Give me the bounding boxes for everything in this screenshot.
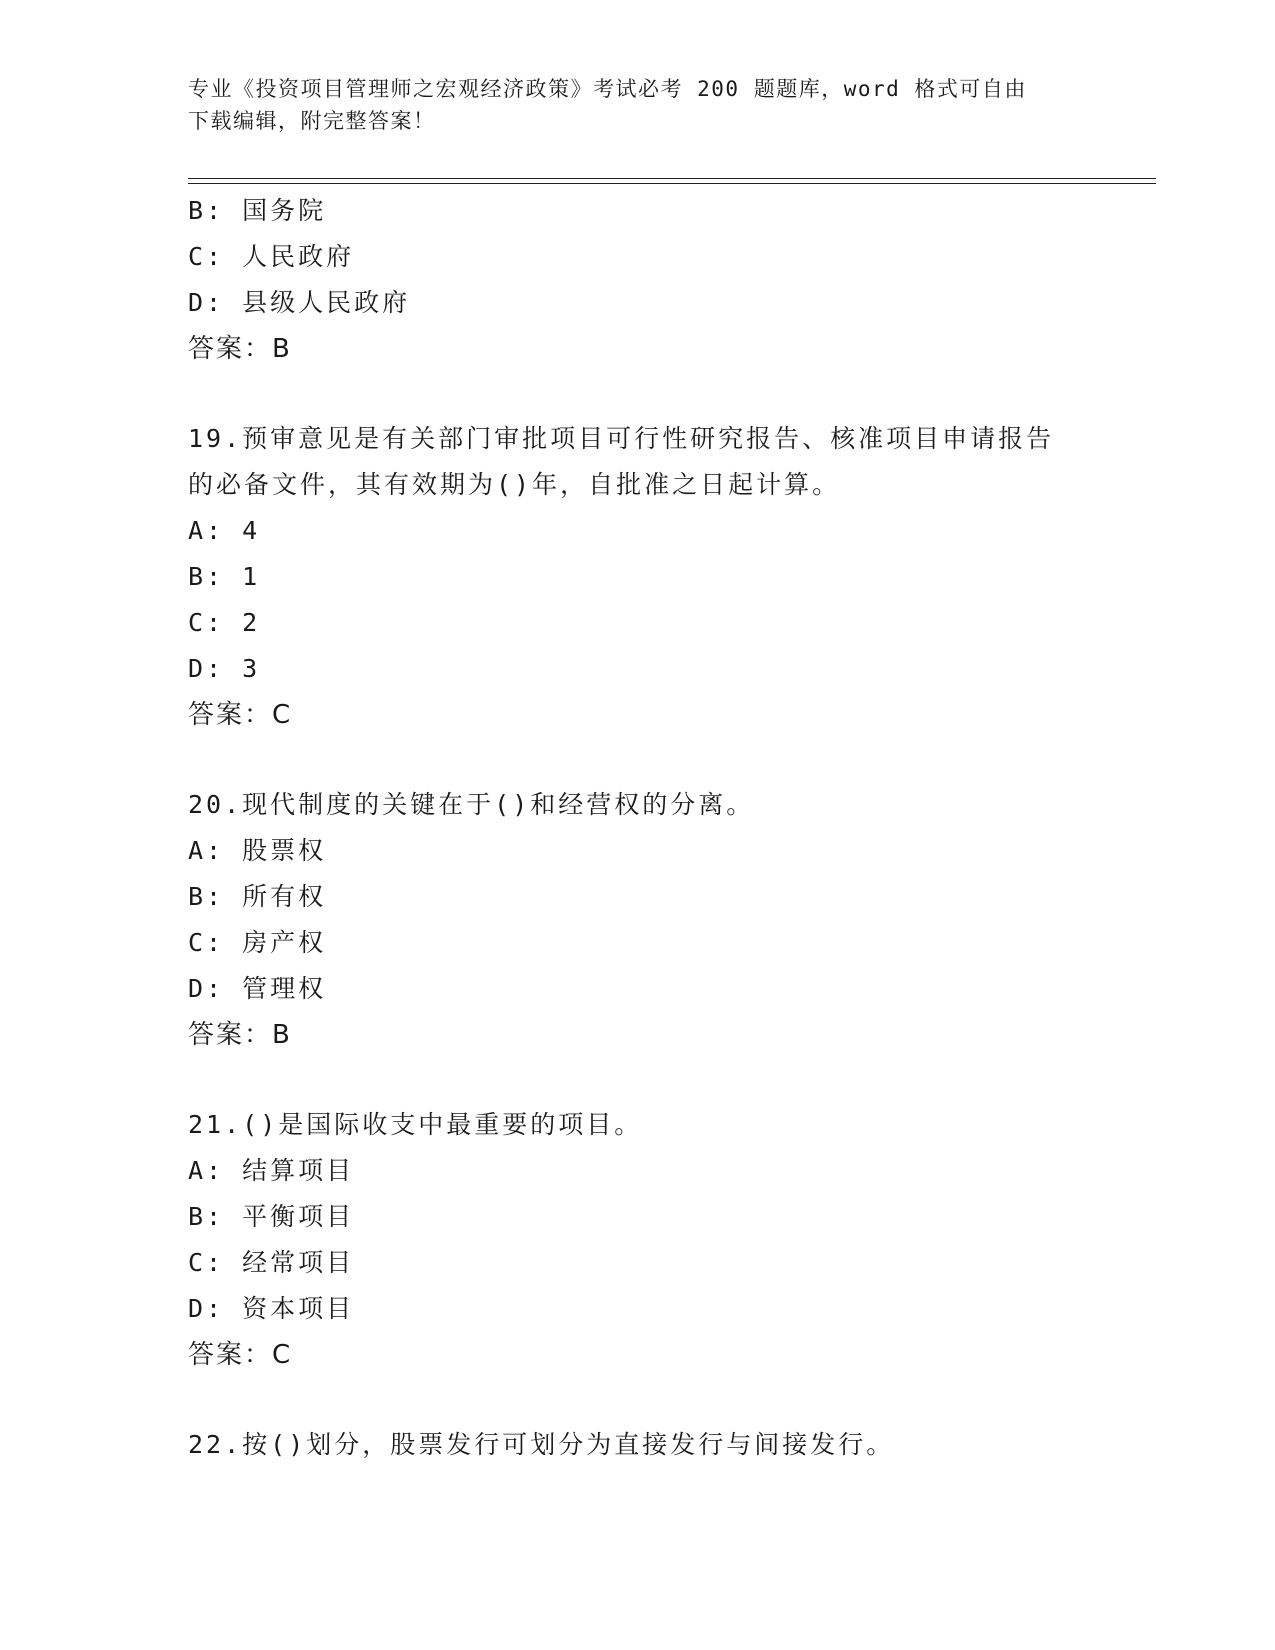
option-a: A: 结算项目 [188, 1156, 355, 1185]
option-a: A: 4 [188, 516, 261, 545]
answer-line: 答案：B [188, 334, 292, 364]
option-b: B: 所有权 [188, 882, 327, 911]
question-stem: 19.预审意见是有关部门审批项目可行性研究报告、核准项目申请报告 [188, 424, 1055, 453]
spacer [188, 372, 1088, 416]
option-a: A: 股票权 [188, 836, 327, 865]
question-19 [188, 416, 1088, 738]
option-d: D: 管理权 [188, 974, 327, 1003]
option-c: C: 房产权 [188, 928, 327, 957]
question-18-tail [188, 188, 1088, 372]
question-20 [188, 782, 1088, 1058]
question-21 [188, 1102, 1088, 1378]
option-d: D: 县级人民政府 [188, 288, 411, 317]
question-stem: 21.()是国际收支中最重要的项目。 [188, 1110, 643, 1139]
option-d: D: 3 [188, 654, 261, 683]
option-b: B: 1 [188, 562, 261, 591]
document-header [188, 73, 1088, 137]
question-stem-continued: 的必备文件，其有效期为()年，自批准之日起计算。 [188, 470, 841, 499]
header-divider-top [188, 178, 1156, 179]
option-b: B: 国务院 [188, 196, 327, 225]
answer-line: 答案：C [188, 700, 293, 730]
option-c: C: 2 [188, 608, 261, 637]
spacer [188, 1058, 1088, 1102]
question-22 [188, 1422, 1088, 1468]
answer-line: 答案：C [188, 1340, 293, 1370]
option-d: D: 资本项目 [188, 1294, 355, 1323]
question-stem: 20.现代制度的关键在于()和经营权的分离。 [188, 790, 755, 819]
option-c: C: 人民政府 [188, 242, 355, 271]
option-c: C: 经常项目 [188, 1248, 355, 1277]
option-b: B: 平衡项目 [188, 1202, 355, 1231]
header-line-1: 专业《投资项目管理师之宏观经济政策》考试必考 200 题题库，word 格式可自由 [188, 77, 1027, 101]
spacer [188, 1378, 1088, 1422]
header-line-2: 下载编辑，附完整答案！ [188, 109, 436, 133]
header-divider-bottom [188, 183, 1156, 184]
answer-line: 答案：B [188, 1020, 292, 1050]
question-content [188, 188, 1088, 1468]
spacer [188, 738, 1088, 782]
question-stem: 22.按()划分，股票发行可划分为直接发行与间接发行。 [188, 1430, 895, 1459]
